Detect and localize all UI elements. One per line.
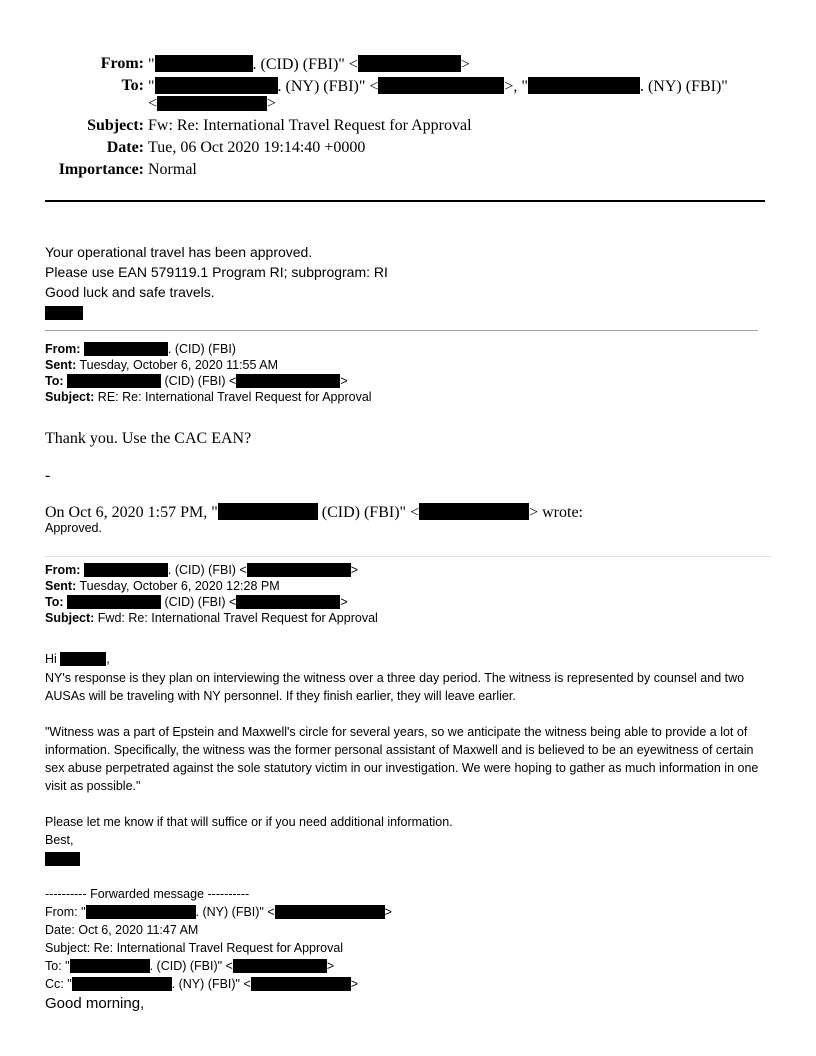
forward-date: Date: Oct 6, 2020 11:47 AM — [45, 923, 199, 937]
subject-value: Fw: Re: International Travel Request for Approval — [148, 117, 472, 134]
message-body — [45, 242, 388, 302]
redaction-block — [84, 342, 168, 356]
message-divider — [45, 330, 758, 331]
redaction-block — [67, 374, 161, 388]
date-value: Tue, 06 Oct 2020 19:14:40 +0000 — [148, 139, 366, 156]
importance-value: Normal — [148, 161, 197, 178]
signature-dash: - — [45, 467, 51, 484]
greeting: Hi , — [45, 652, 110, 666]
to-label: To: — [121, 77, 144, 94]
redaction-block — [251, 977, 351, 991]
quote-attribution: On Oct 6, 2020 1:57 PM, " (CID) (FBI)" < > wrote: — [45, 504, 583, 521]
redaction-block — [86, 905, 196, 919]
redaction-block — [70, 959, 150, 973]
redaction-block — [236, 595, 340, 609]
reply-meta — [45, 562, 378, 626]
reply-body: Thank you. Use the CAC EAN? — [45, 430, 252, 447]
message-line: Good luck and safe travels. — [45, 284, 215, 300]
redaction-block — [218, 503, 318, 520]
redaction-block — [67, 595, 161, 609]
reply-meta — [45, 341, 372, 405]
redaction-block — [358, 55, 461, 72]
quoted-text: Approved. — [45, 521, 102, 535]
redaction-block — [378, 77, 504, 94]
date-label: Date: — [106, 139, 144, 156]
forward-cc: Cc: " . (NY) (FBI)" < > — [45, 977, 359, 991]
redaction-block — [233, 959, 327, 973]
to-value: " . (NY) (FBI)" < >, " . (NY) (FBI)" — [148, 78, 728, 95]
reply-sent: Sent: Tuesday, October 6, 2020 11:55 AM — [45, 358, 278, 372]
redaction-block — [528, 77, 640, 94]
redaction-block — [236, 374, 340, 388]
redaction-block — [60, 652, 106, 666]
redaction-block — [72, 977, 172, 991]
reply-to: To: (CID) (FBI) < > — [45, 595, 348, 609]
subject-label: Subject: — [87, 117, 144, 134]
closing: Best, — [45, 833, 74, 847]
redaction-block — [247, 563, 351, 577]
redaction-block — [45, 306, 83, 320]
to-value-cont: < > — [148, 95, 277, 112]
forward-from: From: " . (NY) (FBI)" < > — [45, 905, 392, 919]
redaction-block — [155, 77, 278, 94]
reply-subject: Subject: RE: Re: International Travel Request for Approval — [45, 390, 372, 404]
from-value: " . (CID) (FBI)" < > — [148, 56, 470, 73]
forwarded-header — [45, 885, 392, 993]
redaction-block — [275, 905, 385, 919]
reply-sent: Sent: Tuesday, October 6, 2020 12:28 PM — [45, 579, 280, 593]
message-divider — [45, 556, 771, 557]
paragraph: NY's response is they plan on interviewing the witness over a three day period. The witness is represented by counsel and two AUSAs will be traveling with NY personnel. If they finish earlier, they will leave earlier. — [45, 671, 745, 703]
redaction-block — [45, 852, 80, 866]
reply-from: From: . (CID) (FBI) < > — [45, 563, 359, 577]
forward-separator: ---------- Forwarded message ---------- — [45, 887, 250, 901]
redaction-block — [84, 563, 168, 577]
reply-subject: Subject: Fwd: Re: International Travel Request for Approval — [45, 611, 378, 625]
reply-from: From: . (CID) (FBI) — [45, 342, 236, 356]
paragraph-quote: "Witness was a part of Epstein and Maxwell's circle for several years, so we anticipate the witness being able to provide a lot of information. Specifically, the witness was the former personal assistant of Maxwell and is believed to be an eyewitness of certain sex abuse perpetrated against the sole statutory victim in our investigation. We were hoping to gather as much information in one visit as possible." — [45, 725, 759, 793]
reply-to: To: (CID) (FBI) < > — [45, 374, 348, 388]
message-line: Please use EAN 579119.1 Program RI; subprogram: RI — [45, 264, 388, 280]
forward-subject: Subject: Re: International Travel Request for Approval — [45, 941, 344, 955]
forward-greeting: Good morning, — [45, 995, 145, 1012]
message-line: Your operational travel has been approved. — [45, 244, 313, 260]
header-divider — [45, 200, 765, 202]
importance-label: Importance: — [58, 161, 144, 178]
paragraph: Please let me know if that will suffice or if you need additional information. — [45, 815, 453, 829]
forward-to: To: " . (CID) (FBI)" < > — [45, 959, 335, 973]
redaction-block — [157, 96, 267, 111]
redaction-block — [155, 55, 253, 72]
redaction-block — [419, 503, 529, 520]
from-label: From: — [100, 55, 144, 72]
